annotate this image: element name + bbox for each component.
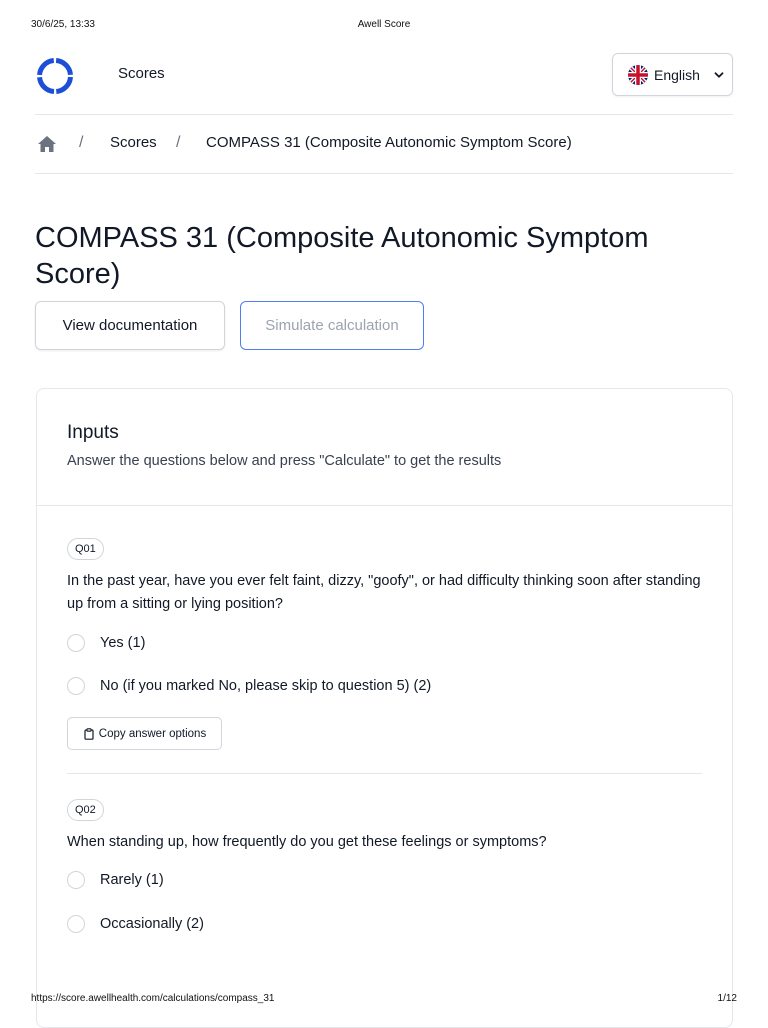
inputs-title: Inputs <box>67 422 119 443</box>
breadcrumb <box>35 115 733 174</box>
question-badge: Q01 <box>67 538 104 560</box>
answer-option[interactable] <box>67 869 164 891</box>
radio-button[interactable] <box>67 915 85 933</box>
print-url: https://score.awellhealth.com/calculations/compass_31 <box>31 993 275 1004</box>
page-title: COMPASS 31 (Composite Autonomic Symptom Score) <box>35 222 649 290</box>
breadcrumb-current: COMPASS 31 (Composite Autonomic Symptom Score) <box>206 134 572 151</box>
simulate-calculation-button[interactable]: Simulate calculation <box>240 301 424 350</box>
inputs-card <box>36 388 733 1028</box>
question-badge: Q02 <box>67 799 104 821</box>
print-page-title: Awell Score <box>357 19 411 30</box>
copy-answer-options-label: Copy answer options <box>98 727 207 740</box>
uk-flag-icon <box>628 65 648 85</box>
home-icon[interactable] <box>37 134 57 154</box>
breadcrumb-separator: / <box>176 134 181 151</box>
answer-option-label: Yes (1) <box>100 635 146 651</box>
inputs-header <box>37 389 732 506</box>
copy-answer-options-button[interactable] <box>67 717 222 750</box>
answer-option-label: Rarely (1) <box>100 872 164 888</box>
answer-option-label: Occasionally (2) <box>100 916 204 932</box>
print-datetime: 30/6/25, 13:33 <box>31 19 95 30</box>
language-label: English <box>654 66 700 83</box>
answer-option[interactable] <box>67 632 145 654</box>
clipboard-icon <box>83 728 95 740</box>
question-text: When standing up, how frequently do you get these feelings or symptoms? <box>67 834 547 850</box>
question-text: In the past year, have you ever felt faint, dizzy, "goofy", or had difficulty thinking soon after standing up from a sitting or lying position? <box>67 573 701 612</box>
awell-logo-icon[interactable] <box>35 56 75 96</box>
answer-option[interactable] <box>67 675 431 697</box>
inputs-description: Answer the questions below and press "Calculate" to get the results <box>67 453 502 469</box>
print-page-number: 1/12 <box>717 993 737 1004</box>
language-selector[interactable] <box>612 53 733 96</box>
top-navigation <box>35 50 733 115</box>
answer-option-label: No (if you marked No, please skip to question 5) (2) <box>100 678 432 694</box>
answer-option[interactable] <box>67 913 204 935</box>
chevron-down-icon <box>714 70 724 80</box>
view-documentation-button[interactable]: View documentation <box>35 301 225 350</box>
print-footer <box>0 993 768 1007</box>
question-divider <box>67 773 702 774</box>
print-header <box>0 19 768 33</box>
radio-button[interactable] <box>67 871 85 889</box>
nav-link-scores[interactable]: Scores <box>118 65 165 82</box>
radio-button[interactable] <box>67 677 85 695</box>
radio-button[interactable] <box>67 634 85 652</box>
breadcrumb-scores[interactable]: Scores <box>110 134 157 151</box>
breadcrumb-separator: / <box>79 134 84 151</box>
